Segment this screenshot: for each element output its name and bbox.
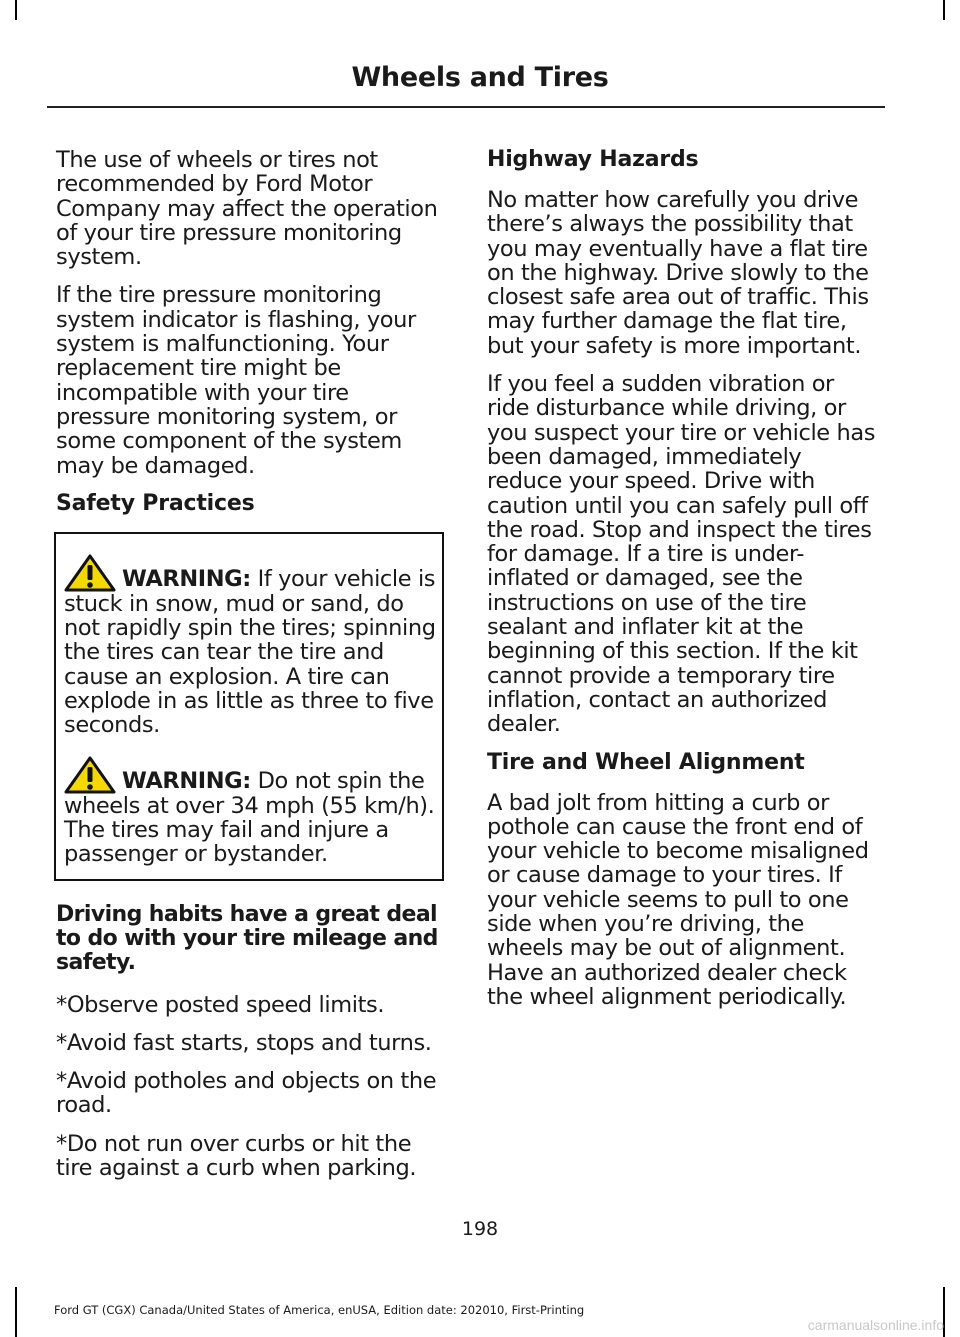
warning-triangle-icon <box>64 756 116 794</box>
footer-edition: Ford GT (CGX) Canada/United States of America, enUSA, Edition date: 202010, First-Printing <box>54 1303 585 1317</box>
header-divider <box>47 106 885 108</box>
page-number: 198 <box>461 1218 499 1240</box>
tip-fast-starts: *Avoid fast starts, stops and turns. <box>56 1029 432 1056</box>
page-title: Wheels and Tires <box>351 62 609 93</box>
heading-alignment: Tire and Wheel Alignment <box>487 749 805 775</box>
warning-text: Do not spin the wheels at over 34 mph (55 km/h). The tires may fail and injure a passenger or bystander. <box>64 767 435 868</box>
driving-habits-lead: Driving habits have a great deal to do with your tire mileage and safety. <box>56 901 438 975</box>
warning-2 <box>64 756 436 867</box>
crop-mark-top-left <box>15 0 17 20</box>
warning-1 <box>64 554 436 738</box>
heading-highway-hazards: Highway Hazards <box>487 147 699 172</box>
tip-potholes: *Avoid potholes and objects on the road. <box>56 1068 437 1119</box>
warning-text: If your vehicle is stuck in snow, mud or sand, do not rapidly spin the tires; spinning the tires can tear the tire and cause an explosion. A tire can explode in as little as three to five seconds. <box>64 565 436 739</box>
warning-triangle-icon <box>64 554 116 592</box>
paragraph-alignment: A bad jolt from hitting a curb or pothole can cause the front end of your vehicle to become misaligned or cause damage to your tires. If your vehicle seems to pull to one side when you’re driving, the wheels may be out of alignment. Have an authorized dealer check the wheel alignment periodically. <box>487 789 869 1010</box>
paragraph-wheel-tpms: The use of wheels or tires not recommended by Ford Motor Company may affect the operation of your tire pressure monitoring system. <box>56 147 438 271</box>
tip-curbs: *Do not run over curbs or hit the tire against a curb when parking. <box>56 1130 417 1182</box>
warning-label: WARNING: <box>122 767 251 794</box>
heading-safety-practices: Safety Practices <box>56 490 255 516</box>
left-column <box>56 148 446 1194</box>
crop-mark-bottom-left <box>15 1287 17 1337</box>
right-column <box>487 148 881 1023</box>
paragraph-flat-tire: No matter how carefully you drive there’s always the possibility that you may eventually have a flat tire on the highway. Drive slowly to the closest safe area out of traffic. This may further damage the flat tire, but your safety is more important. <box>487 187 869 359</box>
tip-speed-limits: *Observe posted speed limits. <box>56 991 385 1018</box>
watermark[interactable]: carmanualsonline.info <box>807 1317 944 1333</box>
crop-mark-top-right <box>943 0 945 20</box>
warning-box <box>54 532 444 881</box>
paragraph-vibration: If you feel a sudden vibration or ride disturbance while driving, or you suspect your tire or vehicle has been damaged, immediately reduce your speed. Drive with caution until you can safely pull off the road. Stop and inspect the tires for damage. If a tire is under-inflated or damaged, see the instructions on use of the tire sealant and inflater kit at the beginning of this section. If the kit cannot provide a temporary tire inflation, contact an authorized dealer. <box>487 371 876 738</box>
warning-label: WARNING: <box>122 565 251 592</box>
paragraph-tpms-indicator: If the tire pressure monitoring system indicator is flashing, your system is malfunctioning. Your replacement tire might be incompatible with your tire pressure monitoring system, or some component of the system may be damaged. <box>56 282 416 479</box>
